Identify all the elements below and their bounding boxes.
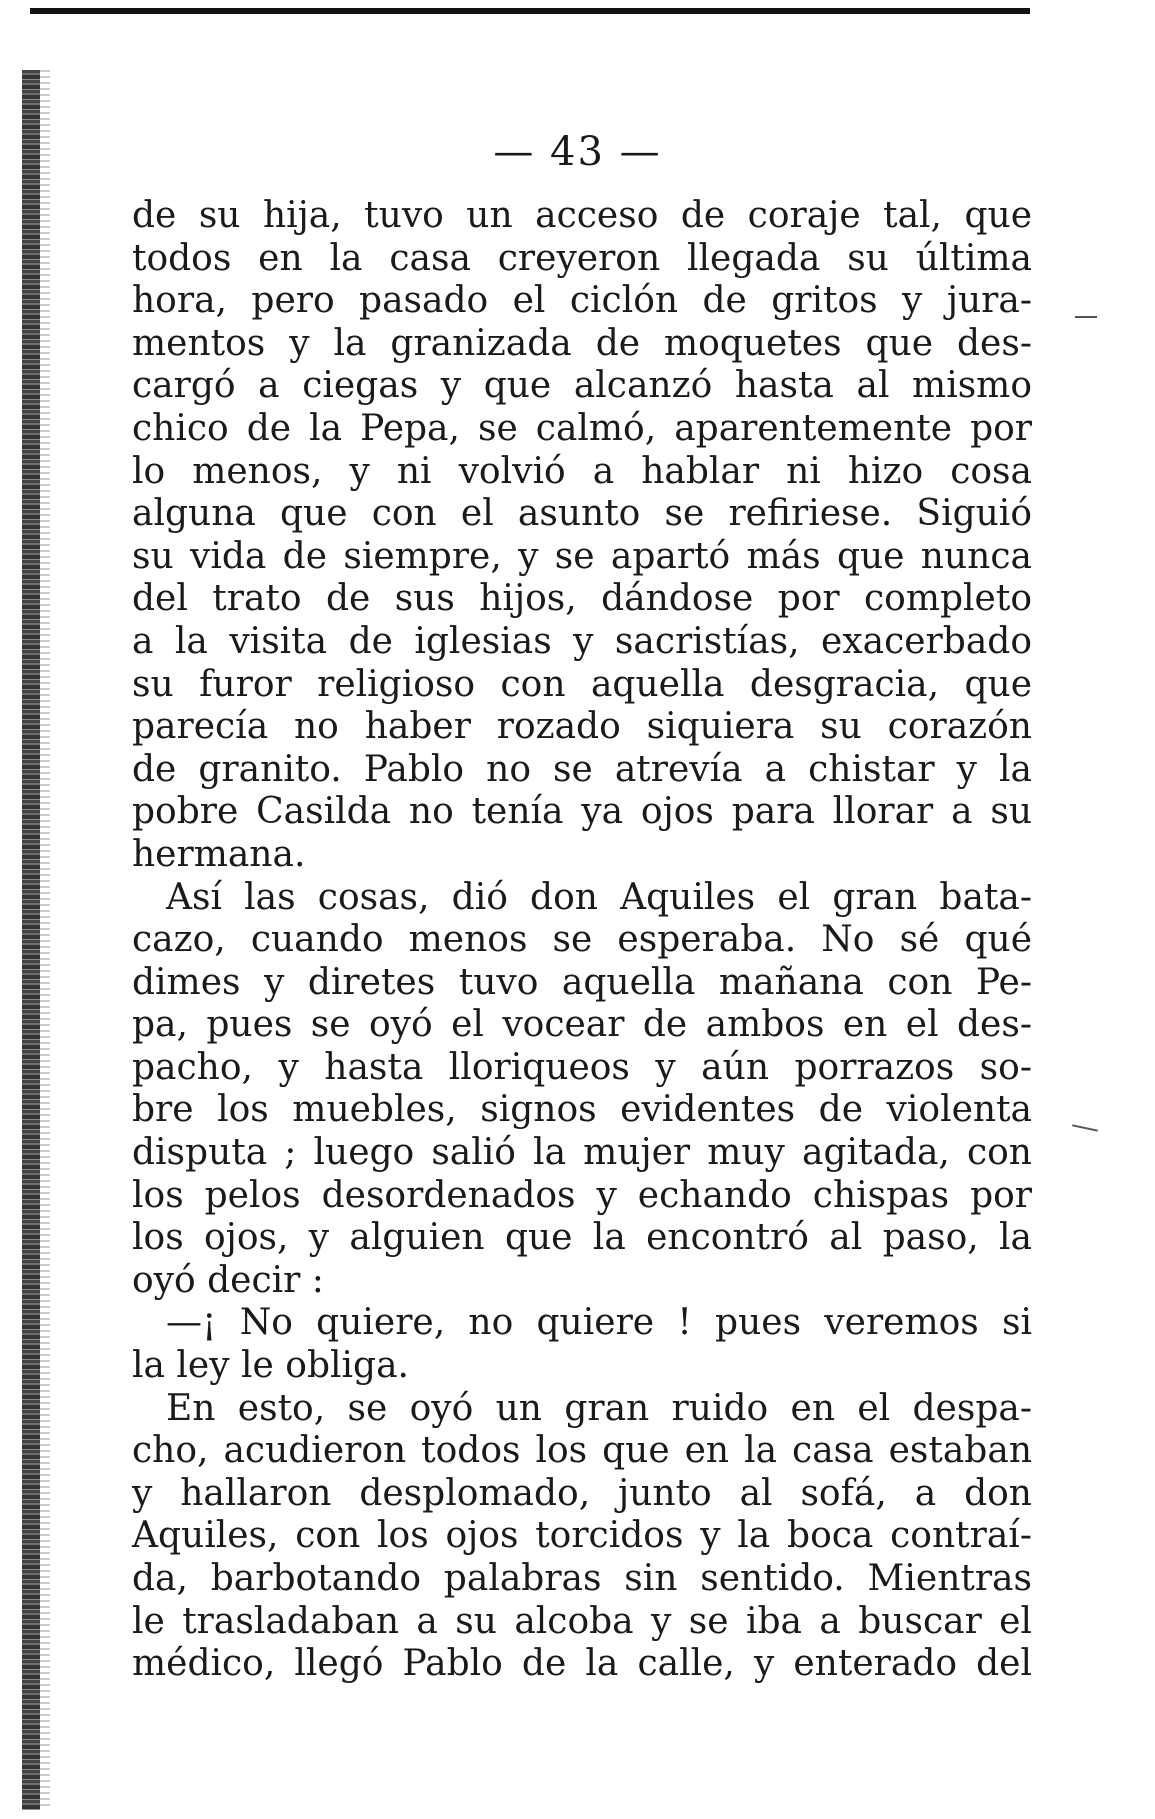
margin-mark bbox=[1075, 316, 1097, 318]
text-line: su vida de siempre, y se apartó más que nunca bbox=[132, 535, 1032, 577]
text-line: su furor religioso con aquella desgracia, que bbox=[132, 663, 1032, 705]
text-line: cargó a ciegas y que alcanzó hasta al mismo bbox=[132, 365, 1032, 407]
text-line: de su hija, tuvo un acceso de coraje tal, que bbox=[132, 195, 1032, 236]
text-line: cho, acudieron todos los que en la casa estaban bbox=[132, 1430, 1032, 1472]
text-line: lo menos, y ni volvió a hablar ni hizo cosa bbox=[132, 450, 1032, 492]
text-line: a la visita de iglesias y sacristías, exacerbado bbox=[132, 620, 1032, 662]
text-line: pacho, y hasta lloriqueos y aún porrazos so- bbox=[132, 1046, 1032, 1088]
text-line: del trato de sus hijos, dándose por completo bbox=[132, 578, 1032, 620]
text-line: disputa ; luego salió la mujer muy agitada, con bbox=[132, 1132, 1032, 1174]
top-border-rule bbox=[30, 8, 1030, 14]
book-spine-edge bbox=[40, 70, 50, 1810]
text-line: da, barbotando palabras sin sentido. Mientras bbox=[132, 1558, 1032, 1599]
text-line: Aquiles, con los ojos torcidos y la boca contraí- bbox=[132, 1515, 1032, 1557]
text-line: médico, llegó Pablo de la calle, y enterado del bbox=[132, 1643, 1032, 1685]
book-spine-shadow bbox=[22, 70, 40, 1810]
text-line: Así las cosas, dió don Aquiles el gran bata- bbox=[166, 876, 1032, 918]
text-line: los pelos desordenados y echando chispas por bbox=[132, 1174, 1032, 1216]
text-line: cazo, cuando menos se esperaba. No sé qué bbox=[132, 919, 1032, 961]
text-line: oyó decir : bbox=[132, 1259, 324, 1301]
text-line: parecía no haber rozado siquiera su corazón bbox=[132, 706, 1032, 748]
body-text bbox=[132, 195, 1032, 1686]
text-line: mentos y la granizada de moquetes que des- bbox=[132, 322, 1032, 364]
text-line: le trasladaban a su alcoba y se iba a buscar el bbox=[132, 1600, 1032, 1642]
text-line: los ojos, y alguien que la encontró al paso, la bbox=[132, 1217, 1032, 1259]
page-number: — 43 — bbox=[493, 129, 662, 175]
text-line: hora, pero pasado el ciclón de gritos y jura- bbox=[132, 280, 1032, 322]
text-line: la ley le obliga. bbox=[132, 1345, 409, 1387]
text-line: hermana. bbox=[132, 833, 306, 875]
text-line: —¡ No quiere, no quiere ! pues veremos si bbox=[166, 1302, 1032, 1344]
text-line: dimes y diretes tuvo aquella mañana con Pe- bbox=[132, 961, 1032, 1003]
text-line: bre los muebles, signos evidentes de violenta bbox=[132, 1089, 1032, 1131]
text-line: pobre Casilda no tenía ya ojos para llorar a su bbox=[132, 791, 1032, 833]
margin-mark bbox=[1072, 1124, 1098, 1131]
text-line: todos en la casa creyeron llegada su última bbox=[132, 237, 1032, 279]
text-line: chico de la Pepa, se calmó, aparentemente por bbox=[132, 407, 1032, 449]
text-line: y hallaron desplomado, junto al sofá, a don bbox=[132, 1472, 1032, 1514]
text-line: alguna que con el asunto se refiriese. Siguió bbox=[132, 493, 1032, 535]
text-line: pa, pues se oyó el vocear de ambos en el des- bbox=[132, 1004, 1032, 1046]
text-line: En esto, se oyó un gran ruido en el despa- bbox=[166, 1387, 1032, 1429]
text-line: de granito. Pablo no se atrevía a chistar y la bbox=[132, 748, 1032, 790]
